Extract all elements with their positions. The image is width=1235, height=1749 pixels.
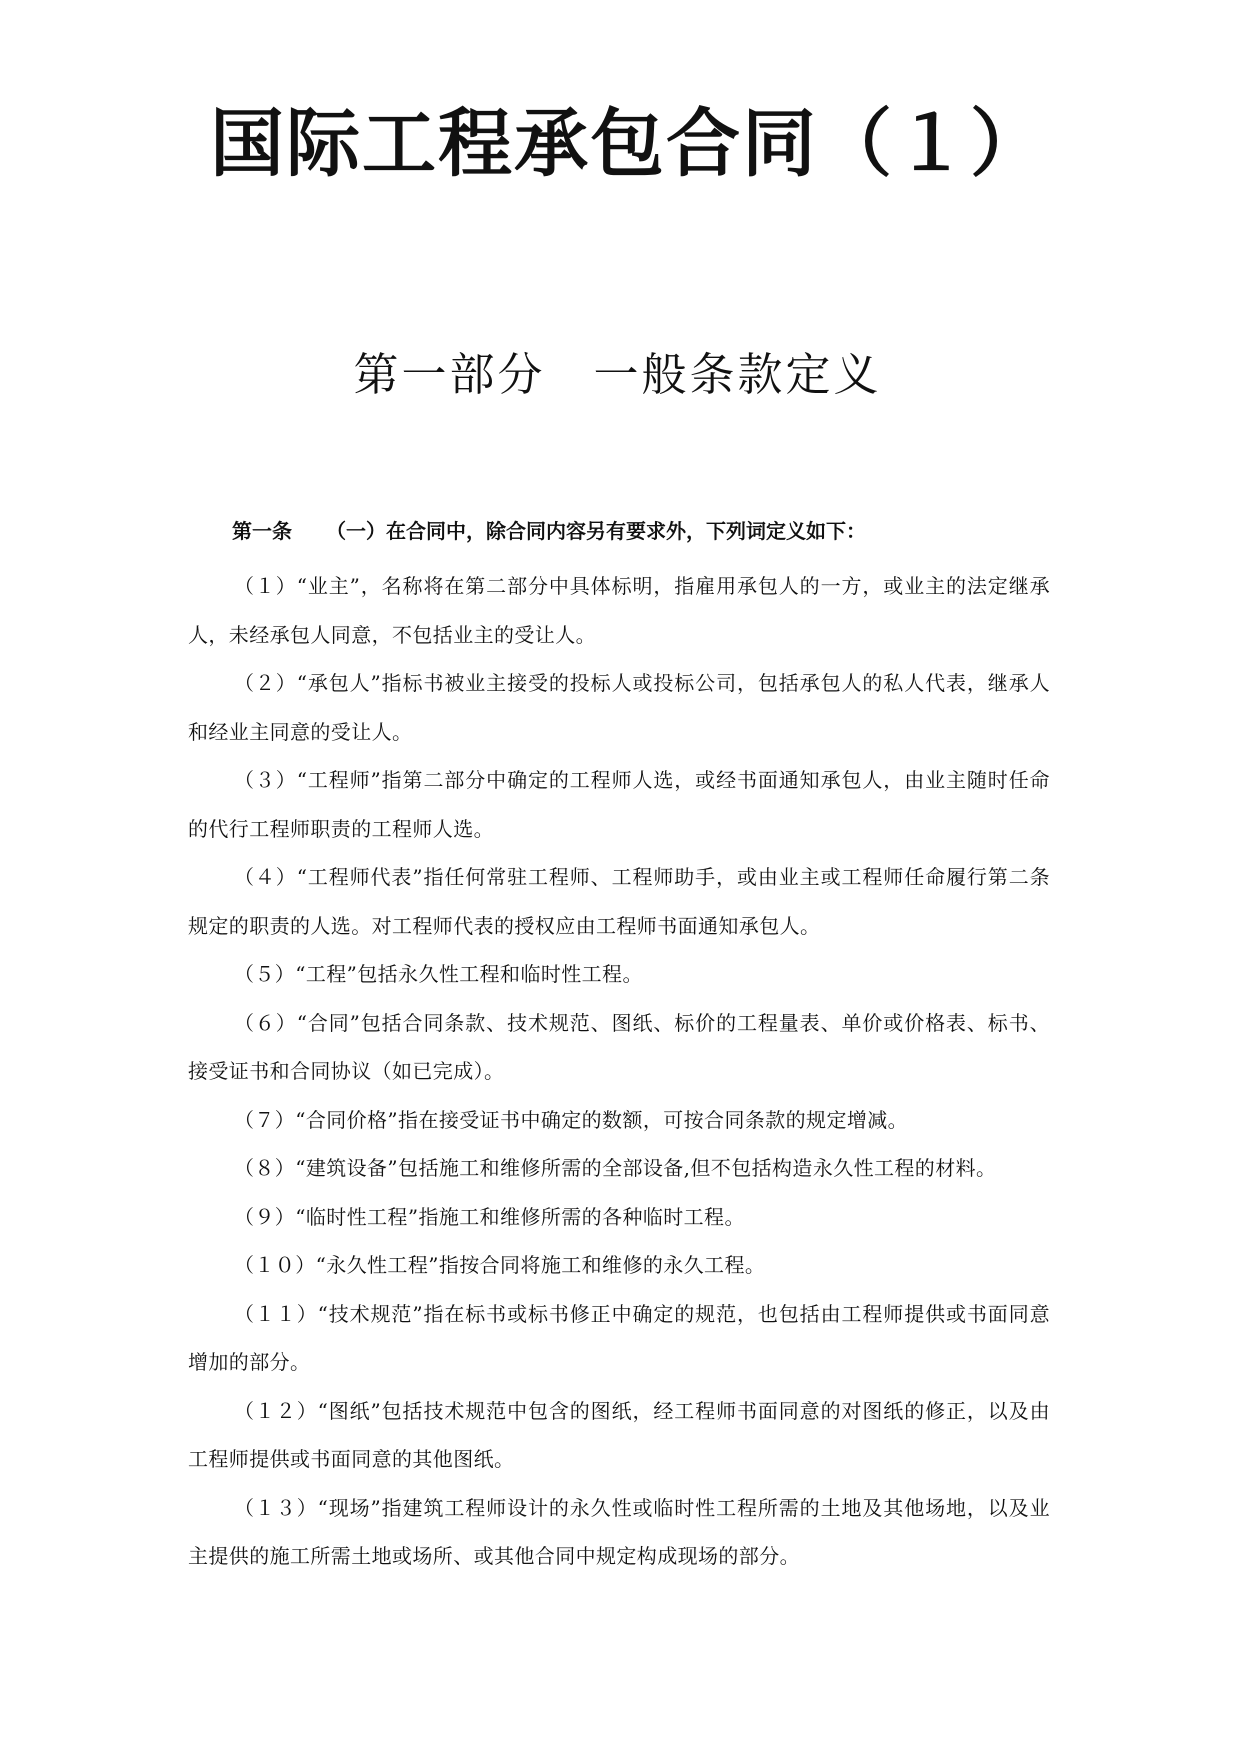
definition-clause-engineer-representative: （４）“工程师代表”指任何常驻工程师、工程师助手，或由业主或工程师任命履行第二条规定的职责的人选。对工程师代表的授权应由工程师书面通知承包人。: [188, 865, 1050, 938]
definition-clause-drawings: （１２）“图纸”包括技术规范中包含的图纸，经工程师书面同意的对图纸的修正，以及由工程师提供或书面同意的其他图纸。: [188, 1398, 1050, 1471]
definition-clause-engineer: （３）“工程师”指第二部分中确定的工程师人选，或经书面通知承包人，由业主随时任命的代行工程师职责的工程师人选。: [188, 768, 1050, 841]
definition-clause-contract-price: （７）“合同价格”指在接受证书中确定的数额，可按合同条款的规定增减。: [234, 1107, 909, 1132]
definition-list: [188, 562, 1050, 1581]
definition-clause-contractor: （２）“承包人”指标书被业主接受的投标人或投标公司，包括承包人的私人代表，继承人和经业主同意的受让人。: [188, 671, 1050, 744]
article-intro: （一）在合同中，除合同内容另有要求外，下列词定义如下：: [326, 519, 866, 543]
definition-clause-permanent-works: （１０）“永久性工程”指按合同将施工和维修的永久工程。: [234, 1253, 766, 1277]
definition-clause-constructional-plant: （８）“建筑设备”包括施工和维修所需的全部设备,但不包括构造永久性工程的材料。: [234, 1156, 997, 1180]
document-title: 国际工程承包合同（１）: [210, 101, 1046, 187]
definition-clause-site: （１３）“现场”指建筑工程师设计的永久性或临时性工程所需的土地及其他场地，以及业主提供的施工所需土地或场所、或其他合同中规定构成现场的部分。: [188, 1495, 1050, 1568]
article-number: 第一条: [232, 519, 292, 543]
definition-clause-specification: （１１）“技术规范”指在标书或标书修正中确定的规范，也包括由工程师提供或书面同意增加的部分。: [188, 1301, 1050, 1374]
definition-clause-temporary-works: （９）“临时性工程”指施工和维修所需的各种临时工程。: [234, 1204, 745, 1229]
definition-clause-owner: （１）“业主”，名称将在第二部分中具体标明，指雇用承包人的一方，或业主的法定继承人，未经承包人同意，不包括业主的受让人。: [188, 574, 1050, 647]
definition-clause-works: （５）“工程”包括永久性工程和临时性工程。: [234, 962, 643, 986]
part-title: 第一部分 一般条款定义: [353, 348, 882, 401]
article-heading: [232, 514, 1052, 548]
definition-clause-contract: （６）“合同”包括合同条款、技术规范、图纸、标价的工程量表、单价或价格表、标书、接受证书和合同协议（如已完成）。: [188, 1010, 1050, 1083]
